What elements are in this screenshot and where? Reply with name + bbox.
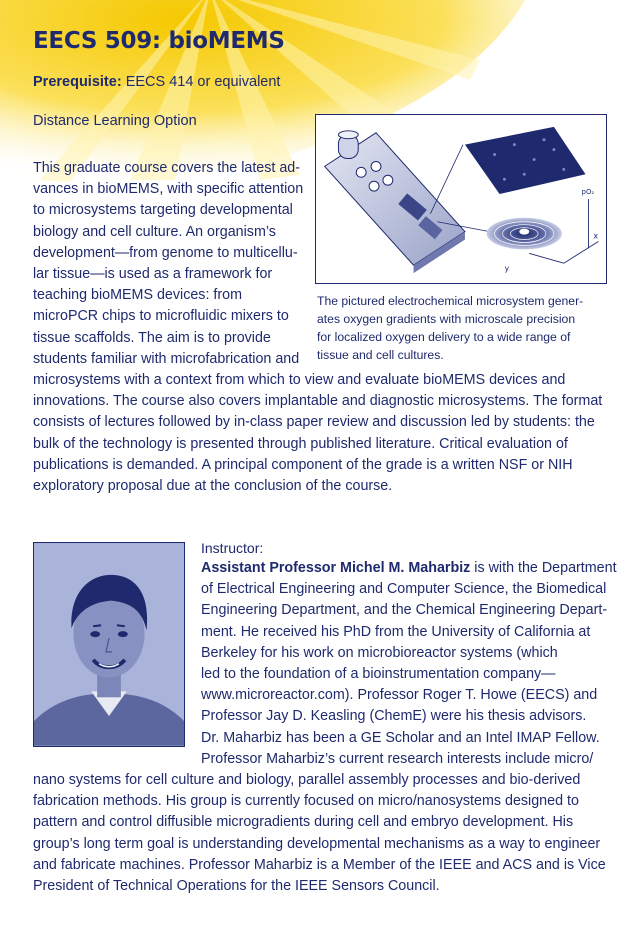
description-line: This graduate course covers the latest ad- [33, 160, 301, 176]
bio-line: Professor Maharbiz’s current research interests include micro/ [201, 750, 594, 767]
prerequisite [33, 74, 280, 90]
description-line: exploratory proposal due at the conclusion of the course. [33, 478, 393, 495]
description-line: microPCR chips to microfluidic mixers to [33, 308, 289, 325]
prerequisite-label: Prerequisite: [33, 74, 122, 90]
instructor-bio [201, 558, 617, 770]
bio-first-line-rest: is with the Department [470, 560, 617, 576]
description-line: publications is demanded. A principal component of the grade is a written NSF or NIH [33, 456, 573, 473]
bio-line: of Electrical Engineering and Computer Science, the Biomedical [201, 581, 607, 598]
bio-line: led to the foundation of a bioinstrumentation company— [201, 666, 556, 683]
bio-line: fabrication methods. His group is currently focused on micro/nanosystems designed to [33, 793, 579, 810]
description-line: teaching bioMEMS devices: from [33, 287, 242, 304]
portrait-illustration [34, 543, 184, 746]
chip-device [325, 131, 465, 273]
description-line: bulk of the technology is presented through published literature. Critical evaluation of [33, 435, 568, 452]
figure-caption [317, 292, 583, 364]
description-line: vances in bioMEMS, with specific attention [33, 181, 304, 198]
bio-line: group’s long term goal is understanding developmental mechanisms as a way to engineer [33, 835, 601, 852]
bio-line: Engineering Department, and the Chemical Engineering Depart- [201, 602, 608, 619]
instructor-bio-continued [33, 770, 606, 897]
description-line: development—from genome to multicellu- [33, 244, 298, 261]
instructor-name: Assistant Professor Michel M. Maharbiz [201, 560, 471, 576]
description-line: tissue scaffolds. The aim is to provide [33, 329, 271, 346]
description-line: innovations. The course also covers implantable and diagnostic microsystems. The format [33, 393, 603, 410]
bio-line: nano systems for cell culture and biology, parallel assembly processes and bio-derived [33, 772, 581, 788]
surface-plot [465, 127, 586, 194]
bio-line: President of Technical Operations for the IEEE Sensors Council. [33, 878, 440, 895]
description-line: microsystems with a context from which to view and evaluate bioMEMS devices and [33, 372, 566, 389]
description-line: biology and cell culture. An organism’s [33, 223, 276, 240]
bio-line: www.microreactor.com). Professor Roger T. Howe (EECS) and [201, 687, 598, 704]
instructor-label: Instructor: [201, 540, 264, 556]
bio-line: and fabricate machines. Professor Maharbiz is a Member of the IEEE and ACS and is Vice [33, 856, 606, 873]
bio-line: pattern and control diffusible microgradients during cell and embryo development. His [33, 814, 574, 831]
description-line: consists of lectures followed by in-class paper review and discussion led by students: the [33, 414, 595, 431]
oxygen-gradient-plot [487, 218, 562, 250]
microsystem-figure [315, 114, 607, 284]
bio-line: Berkeley for his work on microbioreactor systems (which [201, 644, 558, 661]
axis-label-y: y [504, 264, 510, 274]
caption-line: tissue and cell cultures. [317, 348, 444, 362]
axis-label-z: pO₂ [581, 188, 595, 197]
caption-line: The pictured electrochemical microsystem gener- [317, 294, 584, 308]
bio-line: ment. He received his PhD from the University of California at [201, 623, 591, 640]
bio-first-line [201, 558, 617, 579]
caption-line: for localized oxygen delivery to a wide range of [317, 330, 571, 344]
course-title: EECS 509: bioMEMS [33, 28, 285, 54]
description-line: lar tissue—is used as a framework for [33, 266, 273, 283]
instructor-photo [33, 542, 185, 747]
caption-line: ates oxygen gradients with microscale precision [317, 312, 576, 326]
description-line: to microsystems targeting developmental [33, 202, 293, 219]
bio-line: Dr. Maharbiz has been a GE Scholar and an Intel IMAP Fellow. [201, 729, 600, 746]
bio-line: Professor Jay D. Keasling (ChemE) were his thesis advisors. [201, 708, 587, 725]
microsystem-illustration [316, 115, 606, 283]
axis-label-x: x [593, 231, 599, 241]
delivery-option: Distance Learning Option [33, 113, 197, 129]
prerequisite-value: EECS 414 or equivalent [125, 74, 281, 90]
description-line: students familiar with microfabrication and [33, 350, 300, 367]
